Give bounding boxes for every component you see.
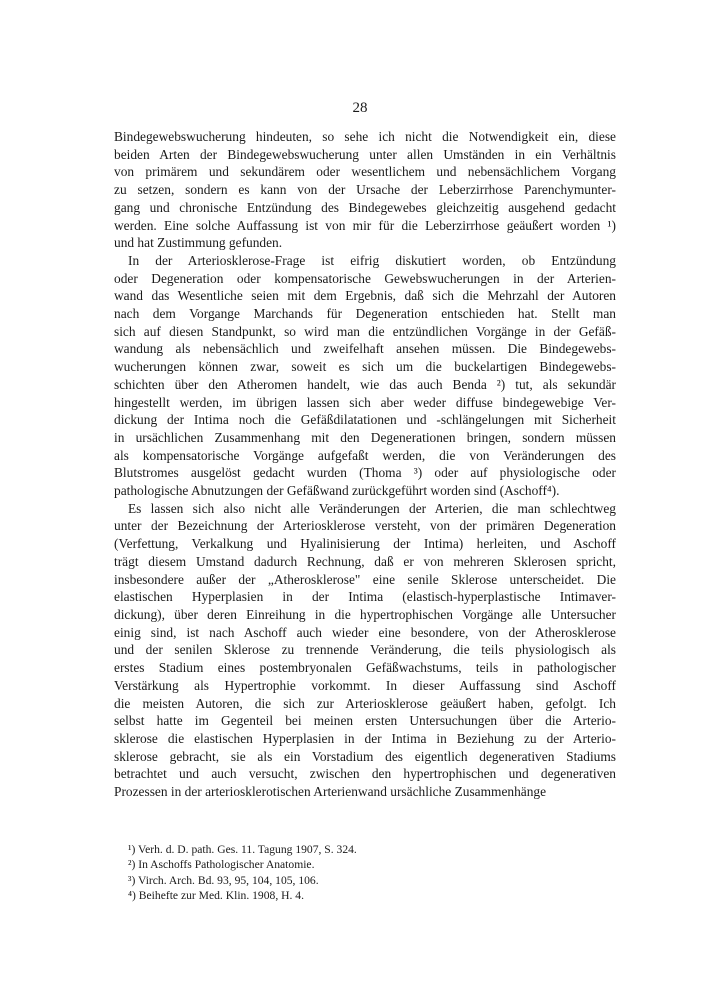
text-line: nach dem Vorgange Marchands für Degeneration entschieden hat. Stellt man [114,306,616,322]
text-line: Prozessen in der arteriosklerotischen Arterienwand ursächliche Zusammenhänge [114,784,547,800]
text-line: insbesondere außer der „Atherosklerose" eine senile Sklerose unterscheidet. Die [114,571,616,587]
text-line: In der Arteriosklerose-Frage ist eifrig diskutiert worden, ob Entzündung [128,252,616,268]
text-line: sklerose gebracht, sie als ein Vorstadium des eigentlich degenerativen Stadiums [114,748,616,764]
text-line: in ursächlichen Zusammenhang mit den Degenerationen bringen, sondern müssen [114,429,616,445]
text-line: wucherungen können zwar, soweit es sich um die buckelartigen Bindegewebs- [114,359,616,375]
text-line: als kompensatorische Vorgänge aufgefaßt werden, die von Veränderungen des [114,447,616,463]
text-line: dickung), über deren Einreihung in die hypertrophischen Vorgänge alle Untersucher [114,606,616,622]
text-line: erstes Stadium eines postembryonalen Gefäßwachstums, teils in pathologischer [114,660,616,676]
body-text [114,128,616,801]
text-line: gang und chronische Entzündung des Bindegewebes gleichzeitig ausgehend gedacht [114,199,616,215]
text-line: und der senilen Sklerose zu trennende Veränderung, die teils physiologisch als [114,642,616,658]
text-line: Blutstromes ausgelöst gedacht wurden (Thoma ³) oder auf physiologische oder [114,465,616,481]
text-line: betrachtet und auch versucht, zwischen den hypertrophischen und degenerativen [114,766,616,782]
text-line: werden. Eine solche Auffassung ist von mir für die Leberzirrhose geäußert worden ¹) [114,217,616,233]
text-line: pathologische Abnutzungen der Gefäßwand zurückgeführt worden sind (Aschoff⁴). [114,483,560,499]
text-line: einig sind, ist nach Aschoff auch wieder eine besondere, von der Atherosklerose [114,624,616,640]
text-line: Bindegewebswucherung hindeuten, so sehe ich nicht die Notwendigkeit ein, diese [114,129,616,144]
text-line: (Verfettung, Verkalkung und Hyalinisierung der Intima) herleiten, und Aschoff [114,536,616,552]
footnote: ³) Virch. Arch. Bd. 93, 95, 104, 105, 106. [128,873,319,887]
page-number: 28 [352,100,368,116]
footnote: ¹) Verh. d. D. path. Ges. 11. Tagung 1907, S. 324. [128,843,357,856]
text-line: die meisten Autoren, die sich zur Arteriosklerose geäußert haben, gefolgt. Ich [114,695,616,711]
paragraph [114,128,616,252]
text-line: schichten über den Atheromen handelt, wie das auch Benda ²) tut, als sekundär [114,376,616,392]
text-line: von primärem und sekundärem oder wesentlichem und nebensächlichem Vorgang [114,164,616,180]
text-line: sklerose die elastischen Hyperplasien in der Intima in Beziehung zu der Arterio- [114,730,616,746]
paragraph [114,500,616,801]
text-line: oder Degeneration oder kompensatorische Gewebswucherungen in der Arterien- [114,270,616,286]
text-line: und hat Zustimmung gefunden. [114,235,283,251]
text-line: sich auf diesen Standpunkt, so wird man die entzündlichen Vorgänge in der Gefäß- [114,323,616,339]
text-line: elastischen Hyperplasien in der Intima (elastisch-hyperplastische Intimaver- [114,589,616,605]
footnote: ²) In Aschoffs Pathologischer Anatomie. [128,858,315,872]
text-line: beiden Arten der Bindegewebswucherung unter allen Umständen in ein Verhältnis [114,146,616,162]
text-line: trägt diesem Umstand dadurch Rechnung, daß er von mehreren Sklerosen spricht, [114,553,616,569]
text-line: dickung der Intima noch die Gefäßdilatationen und -schlängelungen mit Sicherheit [114,412,616,428]
text-line: zu setzen, sondern es kann von der Ursache der Leberzirrhose Parenchymunter- [114,182,616,198]
text-line: selbst hatte im Gegenteil bei meinen ersten Untersuchungen über die Arterio- [114,713,616,729]
text-line: hingestellt werden, im übrigen lassen sich aber weder diffuse bindegewebige Ver- [114,394,616,410]
paragraph [114,252,616,500]
text-line: Es lassen sich also nicht alle Veränderungen der Arterien, die man schlechtweg [128,500,616,516]
text-line: unter der Bezeichnung der Arteriosklerose versteht, von der primären Degeneration [114,518,616,534]
text-line: wandung als nebensächlich und zweifelhaft ansehen müssen. Die Bindegewebs- [114,341,616,357]
text-line: wand das Wesentliche seien mit dem Ergebnis, daß sich die Mehrzahl der Autoren [114,288,616,304]
text-line: Verstärkung als Hypertrophie vorkommt. In dieser Auffassung sind Aschoff [114,677,616,693]
footnote: ⁴) Beihefte zur Med. Klin. 1908, H. 4. [128,888,304,902]
footnotes [128,842,608,903]
